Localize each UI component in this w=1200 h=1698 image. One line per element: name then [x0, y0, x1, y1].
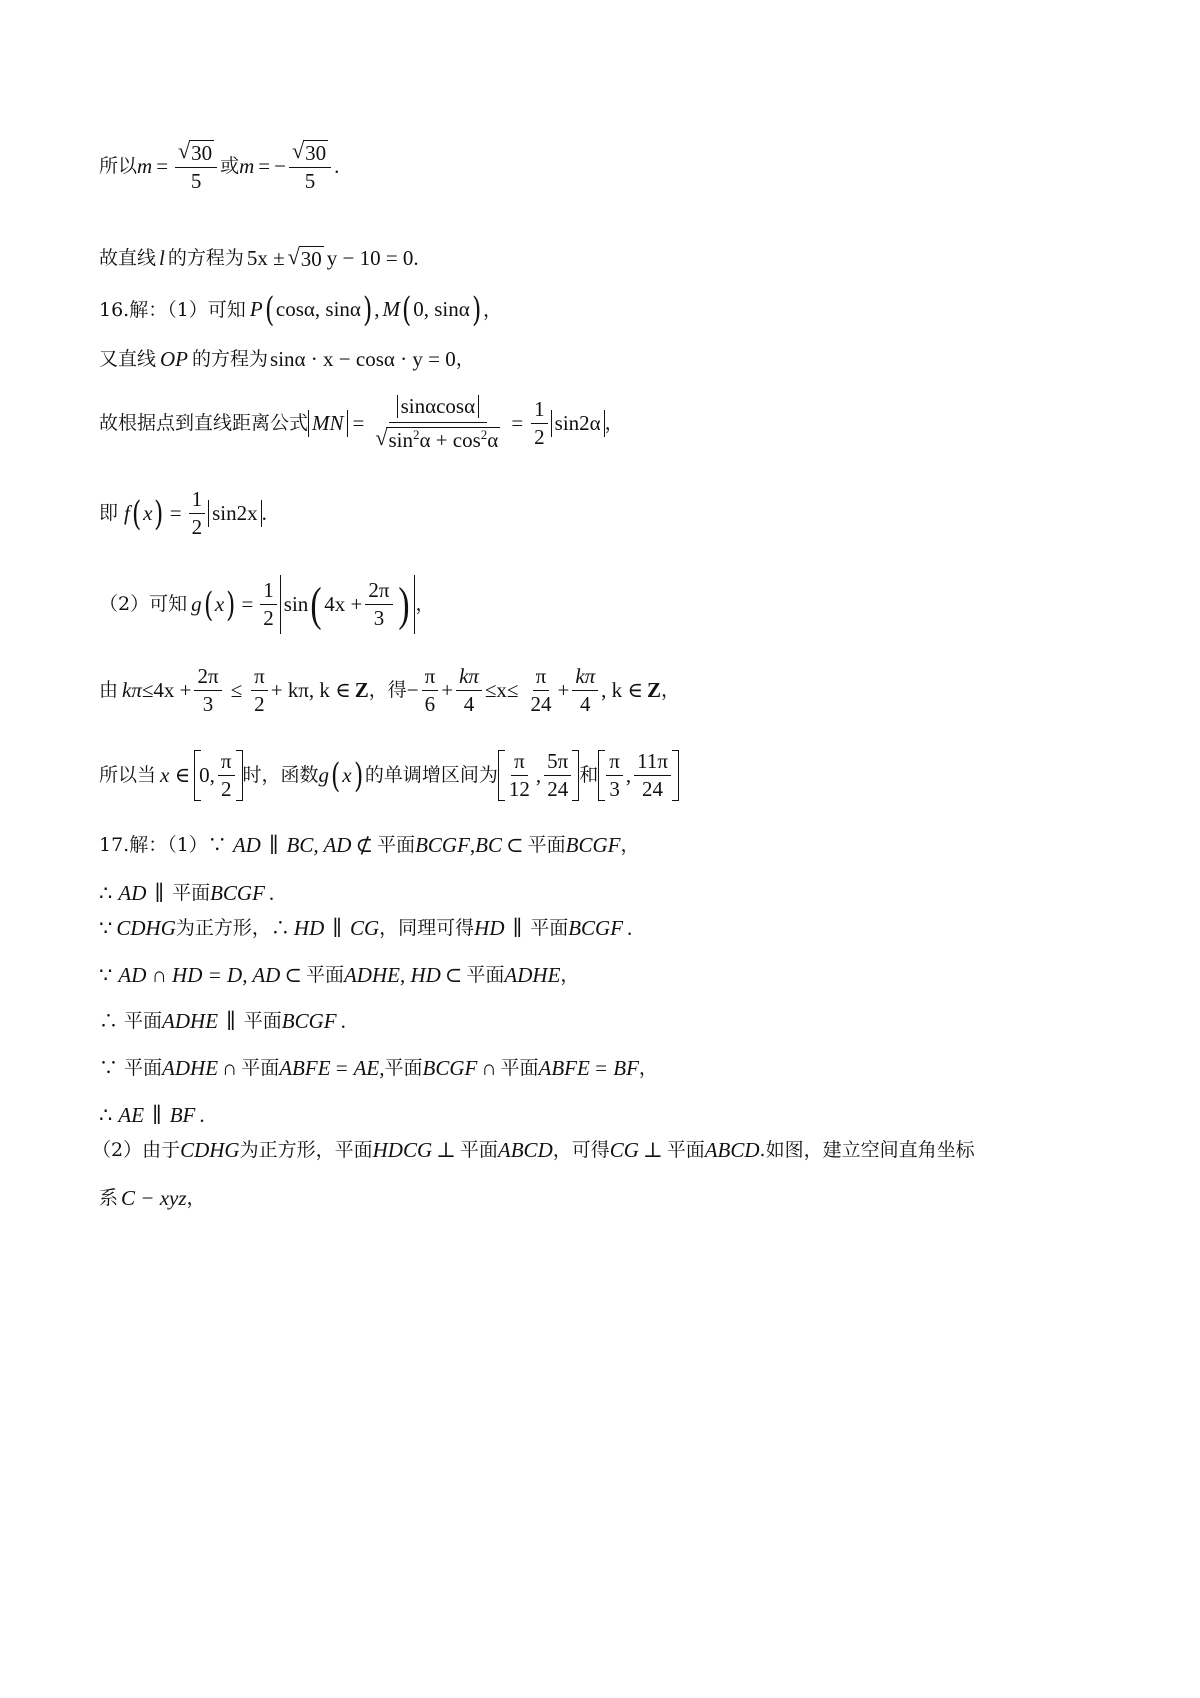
text: 的方程为: [192, 348, 269, 371]
math-abs: MN: [308, 410, 348, 437]
numerator: π: [422, 665, 439, 691]
line-13: [99, 962, 1160, 989]
math-Z: Z: [354, 677, 369, 702]
math: , k ∈: [601, 677, 643, 702]
text: 的方程为: [167, 247, 244, 270]
denominator: 2: [263, 606, 274, 631]
sup: 2: [412, 427, 420, 443]
denominator: 5: [304, 169, 316, 194]
text: 平面: [466, 964, 505, 987]
numerator: 2π: [194, 665, 221, 691]
math-M: M: [382, 297, 400, 322]
math-eq: =: [352, 410, 365, 435]
line-3: 16.解：（1）可知 P ( cosα, sinα ) , M ( 0, sinα ) ，: [99, 290, 502, 330]
text: 平面: [500, 1057, 539, 1080]
numerator: π: [533, 665, 550, 691]
math-eq: =: [156, 153, 169, 178]
radicand: 30: [191, 141, 213, 165]
math: α + cos: [419, 428, 481, 453]
fraction: √ 30 5: [289, 140, 331, 193]
line-10: 17.解：（1）∵ AD ∥ BC, AD ⊄ 平面 BCGF , BC ⊂ 平面 BCGF ，: [99, 832, 1160, 859]
text: 或: [220, 155, 240, 178]
math: HDCG: [372, 1138, 433, 1162]
text: 故直线: [99, 247, 157, 270]
math-eq: =: [241, 591, 254, 616]
punct: ，: [415, 593, 435, 616]
math-eq: =: [169, 500, 182, 525]
text: 故根据点到直线距离公式: [99, 412, 309, 435]
line-7: （2）可知 g ( x ) = $\frac{1}{2}$ sin ( 4x + $\frac{2\pi}{3}$ ) ，: [99, 575, 1160, 634]
math: ≤4x +: [141, 677, 192, 702]
line-9: 所以当 x ∈ 0 , $\frac{\pi}{2}$ 时，函数 g ( x ) 的单调增区间为 $\frac{\pi}{12}$ , $\frac{5\pi}{24}$ 和 $\frac{\pi}{3}$ , $\frac{11\pi}{24}$: [99, 750, 1160, 801]
math: ∥: [332, 916, 342, 940]
denominator: 4: [579, 692, 591, 717]
math: HD: [474, 916, 505, 940]
text: 平面: [666, 1139, 705, 1162]
math: ⊥: [436, 1138, 456, 1162]
denominator: 12: [508, 777, 530, 802]
math: ⊂: [284, 963, 302, 987]
text: ∴: [99, 1103, 113, 1127]
math: 0, sinα: [413, 297, 470, 322]
fraction: [456, 665, 482, 716]
text: 平面: [243, 1010, 282, 1033]
math: = AE,: [334, 1056, 385, 1080]
math: CDHG: [116, 916, 176, 940]
math: ∥: [512, 916, 523, 940]
math-x: x: [214, 591, 225, 616]
text: 为正方形，∴: [175, 917, 290, 940]
text: ∴ 平面: [99, 1010, 163, 1033]
math: y − 10 = 0: [326, 246, 414, 270]
text: 平面: [384, 1057, 423, 1080]
fraction: [527, 665, 554, 716]
line-11: [99, 880, 1160, 907]
text: 平面: [459, 1139, 498, 1162]
text: ∵ 平面: [99, 1057, 163, 1080]
denominator: 4: [463, 692, 475, 717]
text: 时，函数: [242, 764, 319, 787]
numerator: π: [218, 750, 235, 776]
math: HD: [293, 916, 325, 940]
punct: ，: [660, 679, 680, 702]
math: cosα, sinα: [275, 297, 361, 322]
text: 即: [99, 502, 119, 525]
math: ⊂: [506, 833, 524, 857]
line-15: [99, 1055, 1160, 1082]
math-abs: sin2x: [208, 500, 262, 527]
text: ，得: [368, 679, 407, 702]
math: +: [441, 677, 454, 702]
math-x: x: [143, 500, 153, 525]
text: 17.解：（1）∵: [99, 834, 227, 857]
math: BF: [169, 1103, 196, 1127]
math: ADHE: [343, 963, 400, 987]
math: BCGF: [210, 881, 265, 905]
text: 16.解：（1）可知: [99, 298, 246, 321]
math: 0: [199, 762, 210, 787]
punct: .: [199, 1103, 205, 1127]
punct: .: [413, 246, 419, 270]
text: 平面: [241, 1057, 280, 1080]
math: BC: [475, 833, 503, 857]
sup: 2: [480, 427, 488, 443]
math: −: [406, 677, 419, 702]
denominator: 24: [547, 777, 569, 802]
math: ADHE: [162, 1056, 219, 1080]
fraction: [189, 488, 206, 539]
line-14: [99, 1008, 1160, 1035]
numerator: 1: [189, 488, 206, 514]
denominator: 5: [190, 169, 202, 194]
interval: $\frac{\pi}{12}$ , $\frac{5\pi}{24}$: [498, 750, 579, 801]
fraction: [260, 579, 277, 630]
text: ∵: [99, 963, 113, 987]
denominator: 2: [191, 515, 203, 540]
numerator: kπ: [456, 665, 482, 691]
math: CG: [609, 1138, 639, 1162]
numerator: π: [511, 750, 528, 776]
text: （2）可知: [99, 593, 188, 616]
fraction: [572, 665, 598, 716]
abs-group: sin ( 4x + $\frac{2\pi}{3}$ ): [280, 575, 416, 634]
line-2: 故直线 l 的方程为 5x ± √ 30 y − 10 = 0 .: [99, 244, 419, 272]
math-g: g: [191, 591, 202, 616]
math: ADHE: [162, 1009, 219, 1033]
text: 的单调增区间为: [364, 764, 498, 787]
text: （2）由于: [92, 1139, 181, 1162]
math: α: [487, 428, 499, 453]
math: x ∈: [160, 762, 191, 787]
line-5: [99, 395, 1160, 452]
math: ∥: [154, 881, 165, 905]
text: ，可得: [552, 1139, 610, 1162]
punct: ，: [186, 1187, 206, 1210]
punct: .: [261, 500, 267, 525]
fraction: [251, 665, 268, 716]
math: = BF: [593, 1056, 639, 1080]
line-8: [99, 665, 1160, 716]
text: 由: [99, 679, 119, 702]
text: 平面: [377, 834, 416, 857]
numerator: 2π: [365, 579, 392, 605]
math-l: l: [159, 246, 165, 270]
math: 4x +: [324, 591, 363, 616]
line-17: [92, 1137, 1160, 1164]
punct: .: [334, 153, 340, 178]
denominator: 2: [534, 425, 545, 450]
text: 为正方形，平面: [239, 1139, 373, 1162]
math: ∥: [226, 1009, 236, 1033]
text: 平面: [530, 917, 569, 940]
interval: $\frac{\pi}{3}$ , $\frac{11\pi}{24}$: [598, 750, 679, 801]
math-Z: Z: [646, 677, 661, 702]
math-f: f: [124, 500, 130, 525]
text: ，同理可得: [379, 917, 475, 940]
denominator: 2: [220, 777, 232, 802]
numerator: 11π: [634, 750, 671, 776]
abs-num: sinαcosα: [397, 395, 480, 418]
math: CG: [349, 916, 380, 940]
math: CDHG: [180, 1138, 240, 1162]
text: 所以: [99, 155, 138, 178]
math: +: [557, 677, 570, 702]
math: BC, AD: [286, 833, 352, 857]
math: BCGF: [281, 1009, 337, 1033]
fraction: [194, 665, 221, 716]
text: 平面: [172, 882, 211, 905]
math-m: m: [239, 153, 255, 178]
math: , HD: [399, 963, 441, 987]
numerator: 5π: [544, 750, 571, 776]
denominator: 24: [530, 692, 552, 717]
text: ∵: [99, 916, 113, 940]
math: C − xyz: [121, 1186, 187, 1210]
punct: .: [340, 1009, 346, 1033]
math-neg: −: [274, 153, 286, 178]
text: ∴: [99, 881, 113, 905]
punct: .: [627, 916, 633, 940]
math: ADHE: [504, 963, 561, 987]
punct: ,: [374, 297, 380, 322]
punct: ，: [620, 834, 640, 857]
math: sinα · x − cosα · y = 0: [270, 347, 456, 371]
line-12: [99, 915, 1160, 942]
punct: ，: [482, 298, 502, 321]
math-g: g: [318, 762, 330, 787]
numerator: 1: [260, 579, 277, 605]
math: BCGF: [565, 833, 621, 857]
line-4: [99, 346, 1160, 373]
fraction: [422, 665, 439, 716]
punct: .: [268, 881, 275, 905]
math-x: x: [342, 762, 352, 787]
line-1: [99, 140, 1160, 193]
punct: ，: [638, 1057, 658, 1080]
math: ⊄: [355, 833, 374, 857]
fraction: [531, 398, 548, 449]
math: ∩: [481, 1056, 497, 1080]
radicand: 30: [305, 141, 327, 165]
math: ABCD: [497, 1138, 553, 1162]
numerator: π: [606, 750, 623, 776]
math: + kπ, k ∈: [270, 677, 351, 702]
denominator: 3: [373, 606, 385, 631]
math: ∥: [152, 1103, 162, 1127]
text: 平面: [305, 964, 344, 987]
punct: ，: [604, 412, 624, 435]
interval: 0 , $\frac{\pi}{2}$: [194, 750, 242, 801]
line-16: [99, 1102, 1160, 1129]
math: AD: [232, 833, 261, 857]
text: 又直线: [99, 348, 157, 371]
radicand: 30: [300, 247, 322, 272]
numerator: 1: [531, 398, 548, 424]
punct: ，: [455, 348, 475, 371]
denominator: 6: [424, 692, 436, 717]
math: ABFE: [279, 1056, 331, 1080]
math-OP: OP: [160, 347, 189, 371]
text: 平面: [527, 834, 566, 857]
math: AD: [118, 881, 147, 905]
denominator: 24: [642, 777, 664, 802]
math: ≤: [230, 677, 243, 702]
math: kπ: [122, 677, 142, 702]
math: AE: [118, 1103, 145, 1127]
math: sin: [283, 591, 309, 616]
math-m: m: [137, 153, 153, 178]
math: ABFE: [538, 1056, 590, 1080]
math: BCGF: [422, 1056, 478, 1080]
math: ABCD: [704, 1138, 760, 1162]
fraction: sinαcosα √ $\sin^2\alpha + \cos^2\alpha$: [375, 394, 499, 453]
math: ≤x≤: [484, 677, 519, 702]
text: 所以当: [99, 764, 157, 787]
text: .如图，建立空间直角坐标: [759, 1139, 975, 1162]
math: BCGF: [568, 916, 624, 940]
denominator: 3: [609, 777, 620, 802]
math: ⊥: [642, 1138, 663, 1162]
numerator: kπ: [572, 665, 598, 691]
math-eq: =: [258, 153, 271, 178]
math: ∥: [268, 833, 279, 857]
text: 系: [99, 1187, 119, 1210]
math-eq: =: [511, 410, 524, 435]
math: sin: [388, 428, 413, 453]
numerator: π: [251, 665, 268, 691]
punct: ，: [560, 964, 580, 987]
math: ⊂: [444, 963, 463, 987]
math: BCGF: [415, 833, 470, 857]
math: ∩: [222, 1056, 238, 1080]
math: AD ∩ HD = D, AD: [118, 963, 281, 987]
denominator: 3: [202, 692, 214, 717]
text: 和: [579, 764, 599, 787]
math: 5x ±: [246, 246, 285, 270]
line-6: 即 f ( x ) = $\frac{1}{2}$ sin2x .: [99, 487, 267, 540]
denominator: 2: [254, 692, 265, 717]
math-P: P: [249, 297, 263, 322]
line-18: [99, 1185, 1160, 1212]
fraction: √ 30 5: [175, 140, 217, 193]
math-abs: sin2α: [551, 410, 605, 437]
